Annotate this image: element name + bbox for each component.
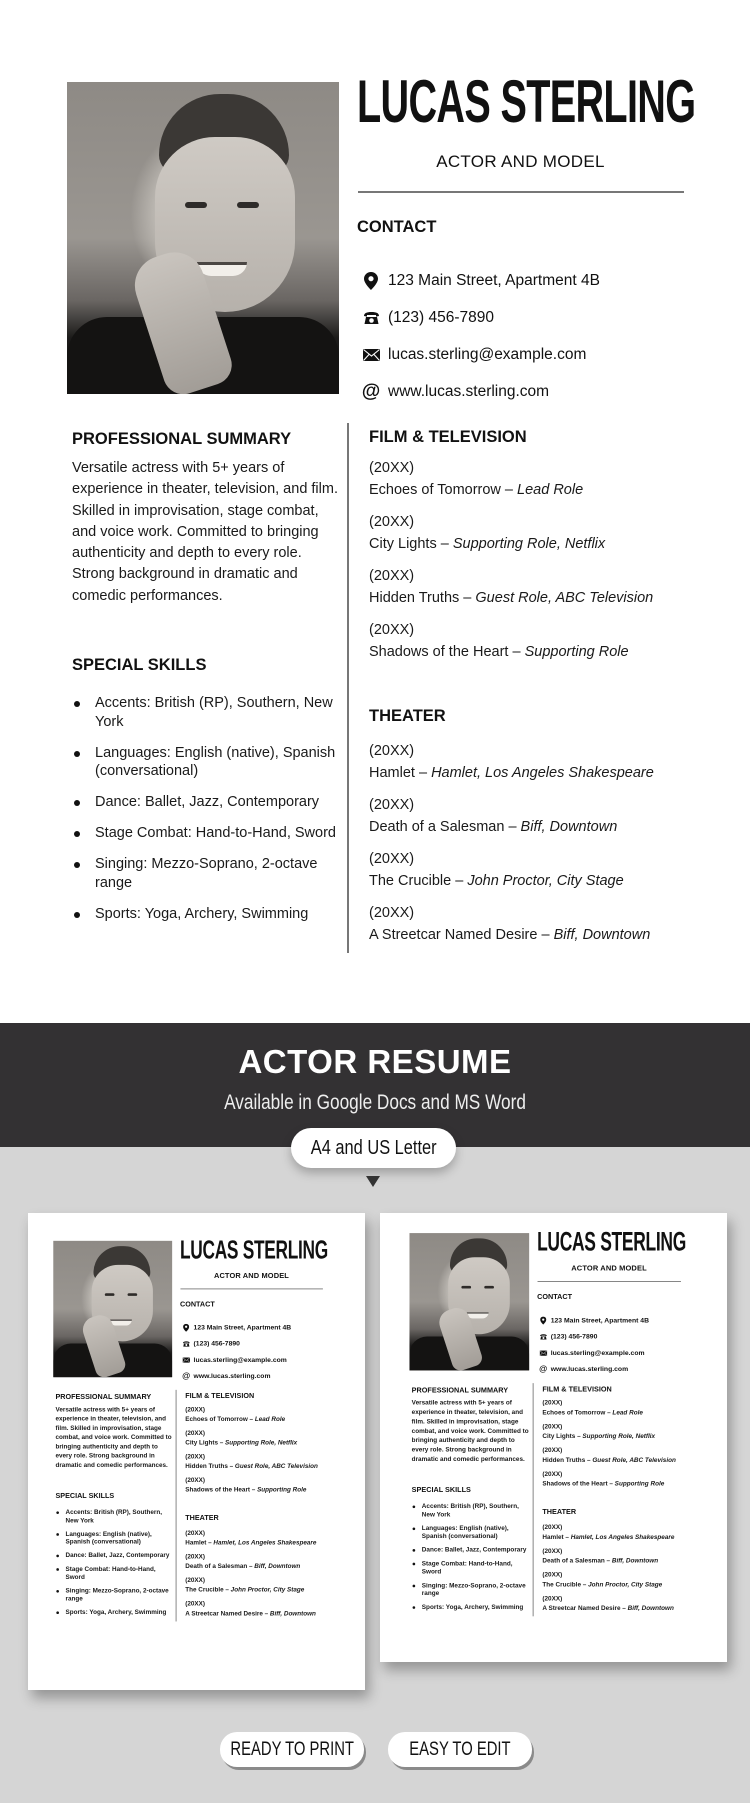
contact-list	[539, 1312, 649, 1377]
summary-section	[412, 1386, 531, 1464]
promo-title: ACTOR RESUME	[238, 1043, 512, 1080]
headshot-photo	[53, 1241, 172, 1377]
map-pin-icon	[539, 1316, 547, 1324]
envelope-icon	[539, 1349, 547, 1357]
skill-item: Stage Combat: Hand-to-Hand, Sword	[55, 1565, 175, 1581]
skills-heading: SPECIAL SKILLS	[55, 1491, 115, 1500]
credit-item: (20XX) Hamlet – Hamlet, Los Angeles Shakespeare	[185, 1529, 317, 1547]
film-tv-heading: FILM & TELEVISION	[185, 1392, 255, 1400]
credit-item: (20XX) Death of a Salesman – Biff, Downtown	[542, 1547, 659, 1565]
summary-heading: PROFESSIONAL SUMMARY	[411, 1386, 509, 1395]
resume-page	[380, 1213, 710, 1647]
skill-item: Accents: British (RP), Southern, New York	[55, 1508, 175, 1524]
easy-to-edit-badge: EASY TO EDIT	[388, 1732, 532, 1767]
skills-list	[72, 694, 347, 936]
film-tv-heading: FILM & TELEVISION	[542, 1385, 612, 1394]
credit-item: (20XX) Echoes of Tomorrow – Lead Role	[542, 1399, 643, 1416]
ready-to-print-badge: READY TO PRINT	[220, 1732, 364, 1767]
credit-item: (20XX) Echoes of Tomorrow – Lead Role	[185, 1406, 286, 1423]
credit-item: (20XX) Shadows of the Heart – Supporting Role	[185, 1476, 307, 1494]
contact-phone: (123) 456-7890	[539, 1329, 649, 1345]
credit-item: (20XX) Shadows of the Heart – Supporting Role	[542, 1470, 665, 1488]
credit-item: (20XX) Death of a Salesman – Biff, Downtown	[185, 1553, 301, 1570]
theater-heading: THEATER	[369, 707, 446, 725]
skill-item: Sports: Yoga, Archery, Swimming	[412, 1603, 533, 1611]
credit-item: (20XX) The Crucible – John Proctor, City Stage	[369, 851, 624, 889]
us-letter-preview-thumbnail	[380, 1213, 727, 1662]
skill-item: Singing: Mezzo-Soprano, 2-octave range	[72, 855, 347, 892]
contact-email: lucas.sterling@example.com	[539, 1345, 649, 1361]
resume-page	[28, 1213, 352, 1652]
skills-heading: SPECIAL SKILLS	[72, 656, 207, 674]
skill-item: Dance: Ballet, Jazz, Contemporary	[72, 793, 347, 812]
at-sign-icon: @	[182, 1371, 191, 1381]
summary-text: Versatile actress with 5+ years of experience in theater, television, and film. Skilled in improvisation, stage combat, and voice work. Committed to bringing authenticity and depth to every role. Strong background in dramatic and comedic performances.	[55, 1406, 172, 1469]
headshot-photo	[409, 1233, 529, 1370]
header-divider	[358, 191, 684, 193]
contact-heading: CONTACT	[537, 1292, 573, 1301]
summary-section	[72, 430, 342, 607]
summary-text: Versatile actress with 5+ years of experience in theater, television, and film. Skilled in improvisation, stage combat, and voice work. Committed to bringing authenticity and depth to every role. Strong background in dramatic and comedic performances.	[411, 1399, 529, 1463]
theater-heading: THEATER	[185, 1513, 219, 1522]
skill-item: Accents: British (RP), Southern, New York	[72, 694, 347, 731]
envelope-icon	[362, 346, 380, 364]
credit-item: (20XX) City Lights – Supporting Role, Netflix	[369, 514, 606, 552]
film-tv-section	[369, 428, 739, 663]
credit-item: (20XX) Hidden Truths – Guest Role, ABC Television	[542, 1446, 676, 1464]
skill-item: Singing: Mezzo-Soprano, 2-octave range	[55, 1587, 175, 1603]
header-divider	[538, 1281, 681, 1282]
summary-section	[55, 1393, 173, 1470]
map-pin-icon	[362, 272, 380, 290]
candidate-title: ACTOR AND MODEL	[213, 1271, 289, 1280]
column-divider	[176, 1390, 177, 1622]
at-sign-icon: @	[361, 380, 381, 402]
summary-heading: PROFESSIONAL SUMMARY	[72, 430, 292, 448]
credit-item: (20XX) A Streetcar Named Desire – Biff, Downtown	[369, 905, 651, 943]
credit-item: (20XX) The Crucible – John Proctor, City Stage	[542, 1571, 663, 1588]
down-arrow-icon	[366, 1176, 380, 1187]
credit-item: (20XX) A Streetcar Named Desire – Biff, Downtown	[185, 1600, 316, 1617]
column-divider	[533, 1383, 534, 1616]
credit-item: (20XX) Death of a Salesman – Biff, Downtown	[369, 797, 618, 835]
summary-heading: PROFESSIONAL SUMMARY	[55, 1392, 152, 1401]
contact-list	[182, 1319, 291, 1384]
credit-item: (20XX) A Streetcar Named Desire – Biff, Downtown	[542, 1595, 674, 1612]
film-tv-heading: FILM & TELEVISION	[369, 428, 527, 446]
envelope-icon	[182, 1356, 190, 1364]
phone-icon	[362, 309, 380, 327]
candidate-name: LUCAS STERLING	[537, 1226, 686, 1257]
contact-email: lucas.sterling@example.com	[362, 336, 600, 373]
header-divider	[180, 1288, 322, 1289]
skills-list	[55, 1508, 175, 1622]
promo-subtitle: Available in Google Docs and MS Word	[224, 1091, 526, 1114]
credit-item: (20XX) Hamlet – Hamlet, Los Angeles Shakespeare	[542, 1523, 675, 1541]
contact-heading: CONTACT	[180, 1300, 215, 1309]
skill-item: Stage Combat: Hand-to-Hand, Sword	[72, 824, 347, 843]
candidate-name: LUCAS STERLING	[357, 68, 696, 135]
skill-item: Stage Combat: Hand-to-Hand, Sword	[412, 1560, 533, 1576]
format-badge: A4 and US Letter	[291, 1128, 456, 1168]
candidate-name: LUCAS STERLING	[180, 1234, 328, 1264]
skill-item: Sports: Yoga, Archery, Swimming	[55, 1608, 175, 1616]
contact-address: 123 Main Street, Apartment 4B	[539, 1312, 649, 1328]
skill-item: Singing: Mezzo-Soprano, 2-octave range	[412, 1581, 533, 1597]
credit-item: (20XX) Hidden Truths – Guest Role, ABC Television	[185, 1453, 318, 1470]
skills-list	[412, 1502, 533, 1616]
credit-item: (20XX) Shadows of the Heart – Supporting Role	[369, 622, 629, 660]
credit-item: (20XX) Echoes of Tomorrow – Lead Role	[369, 460, 584, 498]
theater-section	[185, 1524, 347, 1618]
contact-address: 123 Main Street, Apartment 4B	[182, 1319, 291, 1335]
contact-email: lucas.sterling@example.com	[182, 1352, 291, 1368]
contact-website: @ www.lucas.sterling.com	[361, 380, 550, 402]
theater-section	[542, 1518, 705, 1613]
contact-list	[362, 262, 600, 410]
skill-item: Sports: Yoga, Archery, Swimming	[72, 905, 347, 924]
theater-section	[369, 730, 739, 946]
map-pin-icon	[182, 1324, 190, 1332]
skill-item: Languages: English (native), Spanish (conversational)	[55, 1530, 175, 1546]
credit-item: (20XX) The Crucible – John Proctor, City Stage	[185, 1576, 305, 1594]
skills-heading: SPECIAL SKILLS	[411, 1485, 471, 1494]
contact-heading: CONTACT	[357, 218, 437, 236]
credit-item: (20XX) City Lights – Supporting Role, Netflix	[185, 1429, 298, 1447]
headshot-photo	[67, 82, 339, 394]
contact-phone: (123) 456-7890	[182, 1336, 291, 1352]
summary-text: Versatile actress with 5+ years of experience in theater, television, and film. Skilled in improvisation, stage combat, and voice work. Committed to bringing authenticity and depth to every role. Strong background in dramatic and comedic performances.	[72, 460, 338, 604]
skill-item: Languages: English (native), Spanish (conversational)	[412, 1524, 533, 1540]
skill-item: Accents: British (RP), Southern, New York	[412, 1502, 533, 1518]
skill-item: Dance: Ballet, Jazz, Contemporary	[412, 1546, 533, 1554]
contact-website: @ www.lucas.sterling.com	[182, 1371, 271, 1381]
film-tv-section	[542, 1385, 705, 1488]
theater-heading: THEATER	[542, 1508, 577, 1516]
candidate-title: ACTOR AND MODEL	[571, 1263, 647, 1273]
credit-item: (20XX) Hamlet – Hamlet, Los Angeles Shakespeare	[369, 743, 654, 781]
skill-item: Dance: Ballet, Jazz, Contemporary	[55, 1552, 175, 1560]
contact-address: 123 Main Street, Apartment 4B	[362, 262, 600, 299]
a4-preview-thumbnail	[28, 1213, 365, 1690]
contact-phone: (123) 456-7890	[362, 299, 600, 336]
candidate-title: ACTOR AND MODEL	[436, 152, 605, 171]
credit-item: (20XX) City Lights – Supporting Role, Netflix	[542, 1423, 656, 1440]
column-divider	[347, 423, 349, 953]
credit-item: (20XX) Hidden Truths – Guest Role, ABC Television	[369, 568, 654, 606]
phone-icon	[182, 1340, 190, 1348]
phone-icon	[539, 1333, 547, 1341]
at-sign-icon: @	[539, 1364, 548, 1374]
skill-item: Languages: English (native), Spanish (conversational)	[72, 744, 347, 781]
contact-website: @ www.lucas.sterling.com	[539, 1364, 629, 1374]
film-tv-section	[185, 1392, 347, 1495]
